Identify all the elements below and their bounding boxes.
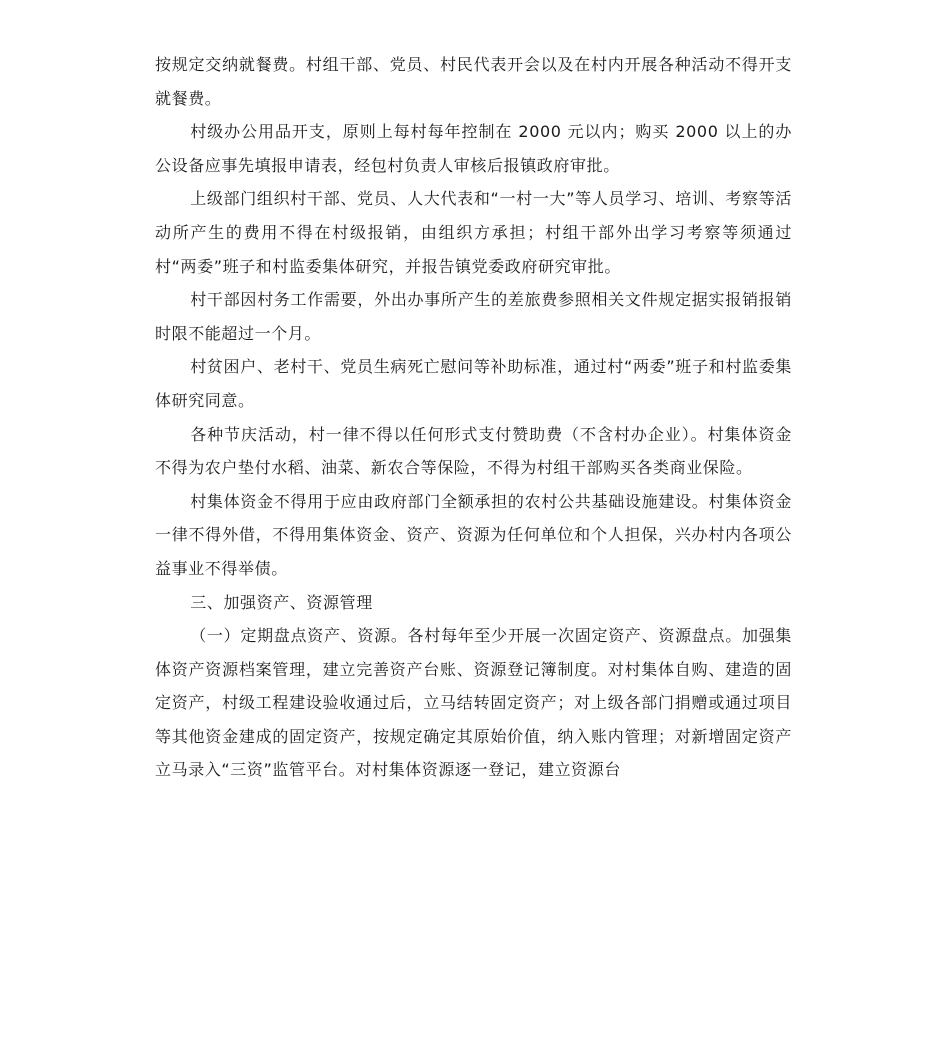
document-body <box>155 48 792 787</box>
paragraph-collective-funds: 村集体资金不得用于应由政府部门全额承担的农村公共基础设施建设。村集体资金一律不得外借，不得用集体资金、资产、资源为任何单位和个人担保，兴办村内各项公益事业不得举债。 <box>155 491 792 578</box>
paragraph-office-supplies: 村级办公用品开支，原则上每村每年控制在 2000 元以内；购买 2000 以上的办公设备应事先填报申请表，经包村负责人审核后报镇政府审批。 <box>155 122 792 175</box>
paragraph-festival-sponsorship: 各种节庆活动，村一律不得以任何形式支付赞助费（不含村办企业）。村集体资金不得为农户垫付水稻、油菜、新农合等保险，不得为村组干部购买各类商业保险。 <box>155 424 792 478</box>
section-heading-assets: 三、加强资产、资源管理 <box>190 592 373 612</box>
paragraph-asset-inventory: （一）定期盘点资产、资源。各村每年至少开展一次固定资产、资源盘点。加强集体资产资源档案管理，建立完善资产台账、资源登记簿制度。对村集体自购、建造的固定资产，村级工程建设验收通过后，立马结转固定资产；对上级各部门捐赠或通过项目等其他资金建成的固定资产，按规定确定其原始价值，纳入账内管理；对新增固定资产立马录入“三资”监管平台。对村集体资源逐一登记，建立资源台 <box>155 626 792 780</box>
paragraph-meal-fees: 按规定交纳就餐费。村组干部、党员、村民代表开会以及在村内开展各种活动不得开支就餐费。 <box>155 55 792 108</box>
paragraph-travel-expenses: 村干部因村务工作需要，外出办事所产生的差旅费参照相关文件规定据实报销报销时限不能超过一个月。 <box>155 290 792 343</box>
paragraph-training-costs: 上级部门组织村干部、党员、人大代表和“一村一大”等人员学习、培训、考察等活动所产生的费用不得在村级报销，由组织方承担；村组干部外出学习考察等须通过村“两委”班子和村监委集体研究，并报告镇党委政府研究审批。 <box>155 189 792 276</box>
paragraph-condolence-subsidy: 村贫困户、老村干、党员生病死亡慰问等补助标准，通过村“两委”班子和村监委集体研究同意。 <box>155 357 792 410</box>
